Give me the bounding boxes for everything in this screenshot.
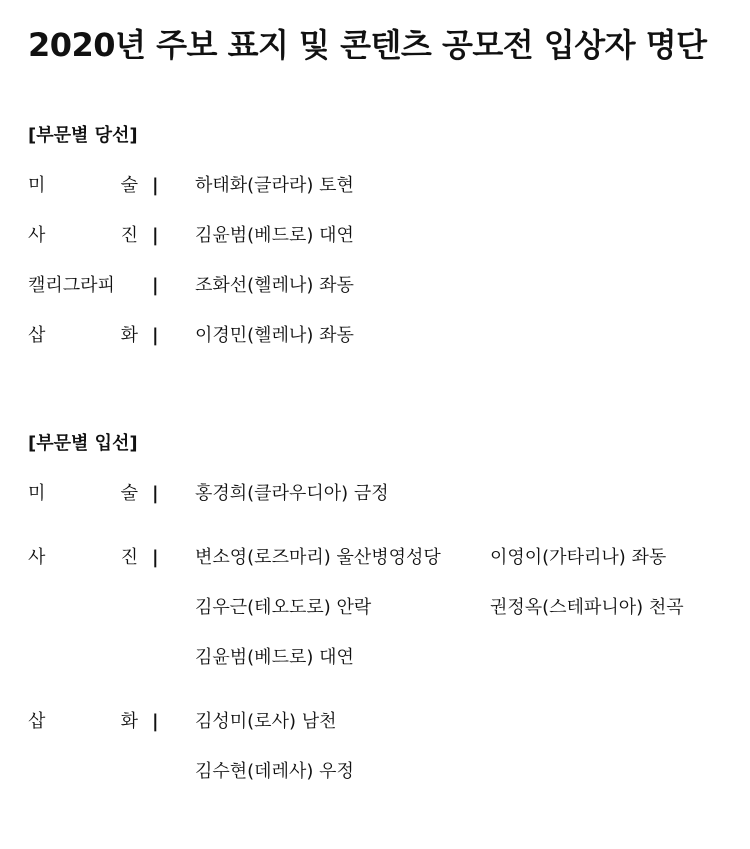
winners-section (28, 124, 354, 374)
winner-row-calligraphy (28, 274, 354, 324)
category-text: 캘리그라피 (28, 275, 115, 296)
winner-row-art (28, 174, 354, 224)
category-char: 화 (120, 325, 138, 346)
winner-row-illustration (28, 324, 354, 374)
honorable-name: 변소영(로즈마리) 울산병영성당 (195, 547, 441, 568)
honorable-name: 김수현(데레사) 우정 (195, 761, 354, 782)
category-char: 진 (120, 547, 138, 568)
category-char: 화 (120, 711, 138, 732)
separator: | (152, 711, 159, 732)
honorable-name: 김윤범(베드로) 대연 (195, 647, 354, 668)
honorable-name: 홍경희(클라우디아) 금정 (195, 483, 389, 504)
separator: | (152, 175, 159, 196)
honorable-heading: [부문별 입선] (28, 433, 138, 454)
category-char: 술 (120, 483, 138, 504)
category-label (28, 482, 138, 506)
category-label (28, 174, 138, 198)
category-label (28, 546, 138, 570)
honorable-row-photo (28, 546, 667, 596)
page-title: 2020년 주보 표지 및 콘텐츠 공모전 입상자 명단 (28, 26, 707, 64)
winner-name: 조화선(헬레나) 좌동 (195, 275, 354, 296)
honorable-row-art (28, 482, 389, 532)
winner-name: 이경민(헬레나) 좌동 (195, 325, 354, 346)
category-label (28, 710, 138, 734)
honorable-row-photo-cont (28, 596, 684, 646)
category-char: 삽 (28, 325, 46, 346)
winner-row-photo (28, 224, 354, 274)
winner-name: 김윤범(베드로) 대연 (195, 225, 354, 246)
honorable-section (28, 432, 684, 810)
category-char: 진 (120, 225, 138, 246)
winner-name: 하태화(글라라) 토현 (195, 175, 354, 196)
honorable-name: 권정옥(스테파니아) 천곡 (490, 597, 684, 618)
separator: | (152, 275, 159, 296)
winners-heading: [부문별 당선] (28, 125, 138, 146)
separator: | (152, 225, 159, 246)
honorable-name: 이영이(가타리나) 좌동 (490, 547, 667, 568)
category-char: 사 (28, 225, 46, 246)
honorable-row-illustration-cont (28, 760, 354, 810)
honorable-name: 김성미(로사) 남천 (195, 711, 337, 732)
category-char: 술 (120, 175, 138, 196)
category-char: 미 (28, 175, 46, 196)
category-label (28, 274, 138, 298)
category-char: 삽 (28, 711, 46, 732)
category-label (28, 324, 138, 348)
honorable-row-illustration (28, 710, 337, 760)
separator: | (152, 325, 159, 346)
category-label (28, 224, 138, 248)
separator: | (152, 483, 159, 504)
category-char: 미 (28, 483, 46, 504)
category-char: 사 (28, 547, 46, 568)
separator: | (152, 547, 159, 568)
honorable-row-photo-cont (28, 646, 354, 696)
honorable-name: 김우근(테오도로) 안락 (195, 597, 372, 618)
